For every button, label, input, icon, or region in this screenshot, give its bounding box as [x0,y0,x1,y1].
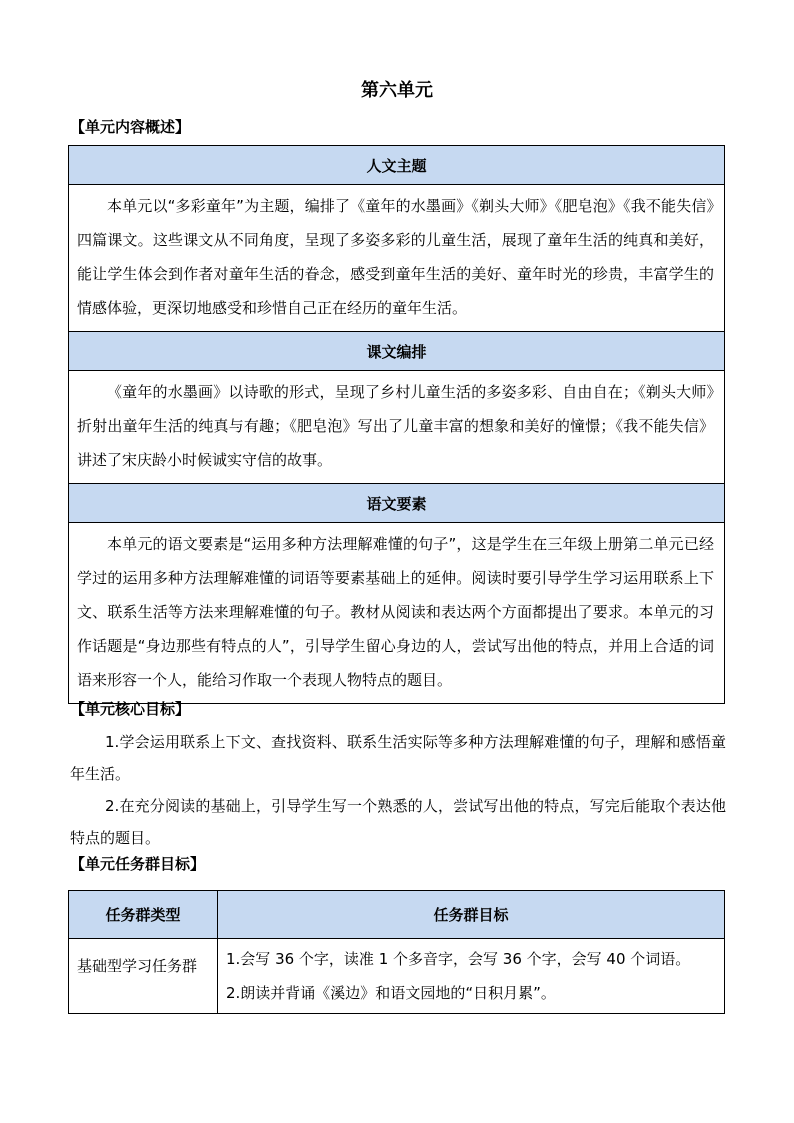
section-heading-task-group: 【单元任务群目标】 [70,855,206,873]
task-goals-cell [218,939,725,1014]
task-goal-column-header: 任务群目标 [218,891,725,939]
overview-table [68,145,725,704]
core-goal-2: 2.在充分阅读的基础上，引导学生写一个熟悉的人，尝试写出他的特点，写完后能取个表达他特点的题目。 [70,797,726,847]
section-heading-core-goals: 【单元核心目标】 [70,700,191,718]
arrangement-text: 《童年的水墨画》以诗歌的形式，呈现了乡村儿童生活的多姿多彩、自由自在；《剃头大师》折射出童年生活的纯真与有趣；《肥皂泡》写出了儿童丰富的想象和美好的憧憬；《我不能失信》讲述了宋庆龄小时候诚实守信的故事。 [69,371,725,484]
page-title: 第六单元 [361,80,433,101]
task-goal-1: 1.会写 36 个字，读准 1 个多音字，会写 36 个字，会写 40 个词语。 [226,950,691,968]
arrangement-header: 课文编排 [69,332,725,371]
section-heading-overview: 【单元内容概述】 [70,118,191,136]
task-goal-2: 2.朗读并背诵《溪边》和语文园地的“日积月累”。 [226,984,556,1002]
elements-header: 语文要素 [69,484,725,523]
task-type-cell: 基础型学习任务群 [69,939,218,1014]
elements-text: 本单元的语文要素是“运用多种方法理解难懂的句子”，这是学生在三年级上册第二单元已经学过的运用多种方法理解难懂的词语等要素基础上的延伸。阅读时要引导学生学习运用联系上下文、联系生活等方法来理解难懂的句子。教材从阅读和表达两个方面都提出了要求。本单元的习作话题是“身边那些有特点的人”，引导学生留心身边的人，尝试写出他的特点，并用上合适的词语来形容一个人，能给习作取一个表现人物特点的题目。 [69,523,725,704]
core-goal-1: 1.学会运用联系上下文、查找资料、联系生活实际等多种方法理解难懂的句子，理解和感悟童年生活。 [70,733,726,783]
task-type-column-header: 任务群类型 [69,891,218,939]
task-group-table [68,890,725,1014]
theme-text: 本单元以“多彩童年”为主题，编排了《童年的水墨画》《剃头大师》《肥皂泡》《我不能失信》四篇课文。这些课文从不同角度，呈现了多姿多彩的儿童生活，展现了童年生活的纯真和美好，能让学生体会到作者对童年生活的眷念，感受到童年生活的美好、童年时光的珍贵，丰富学生的情感体验，更深切地感受和珍惜自己正在经历的童年生活。 [69,185,725,332]
theme-header: 人文主题 [69,146,725,185]
